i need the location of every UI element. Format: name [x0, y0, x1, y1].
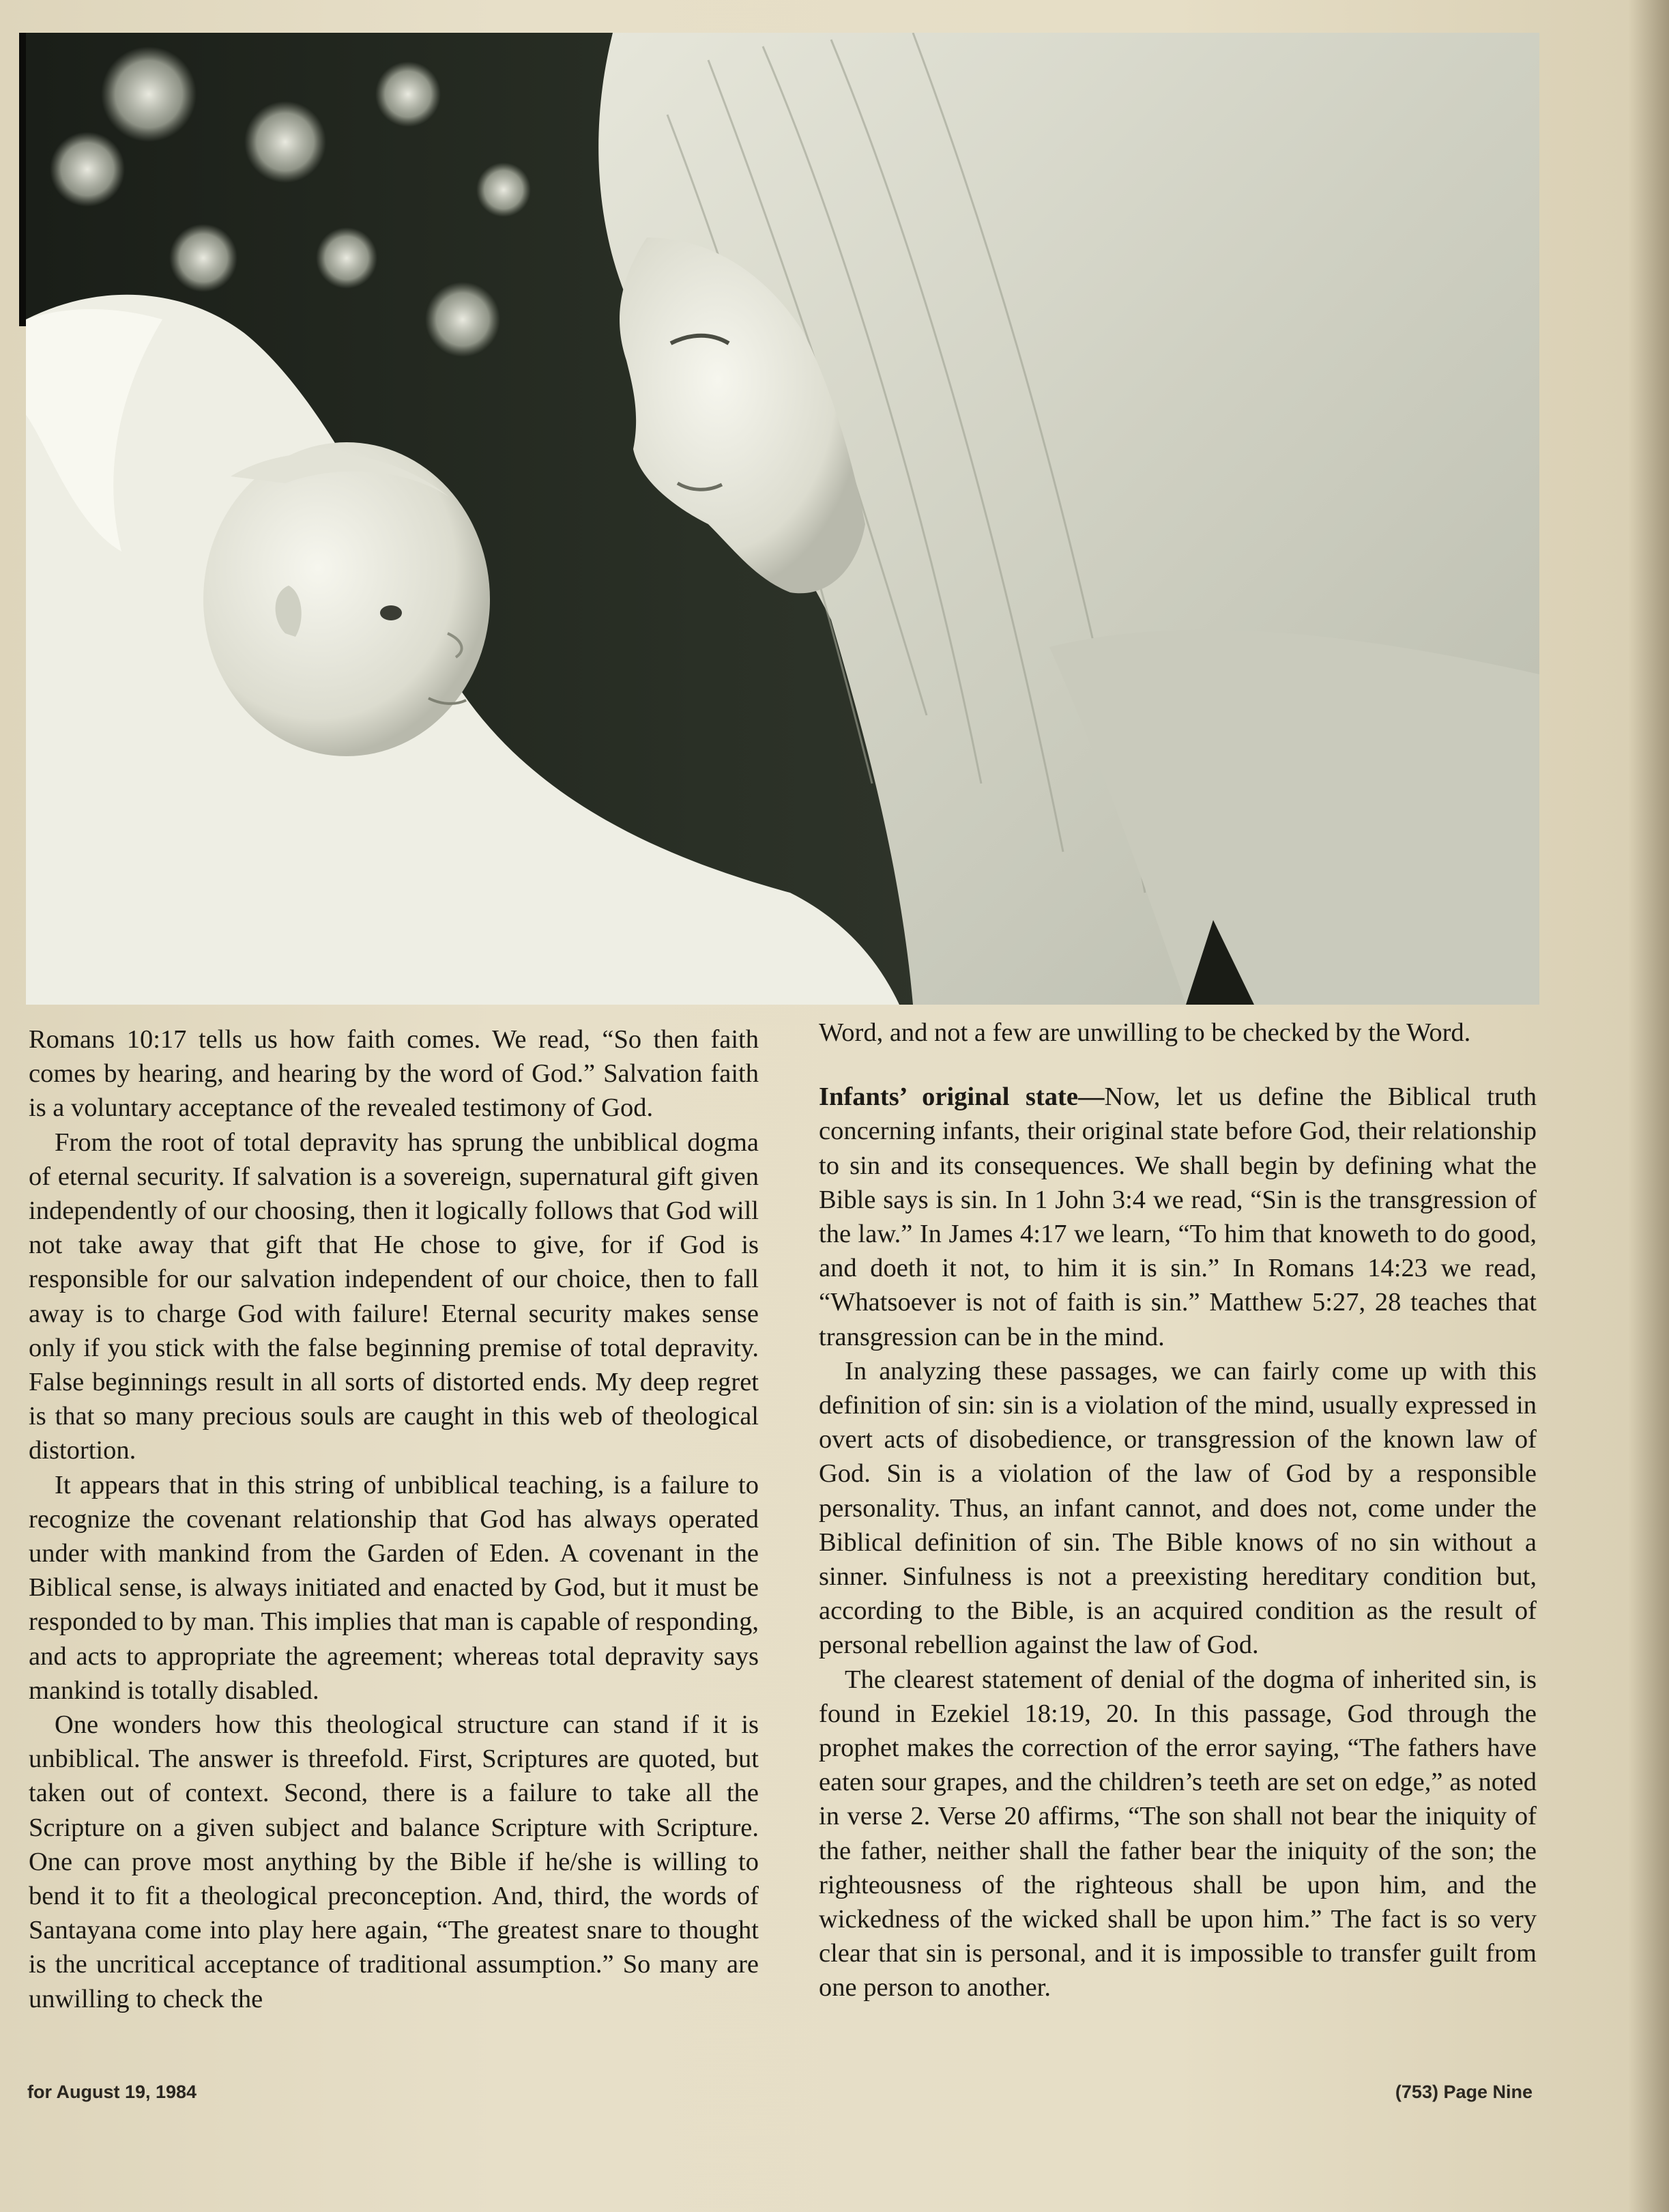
left-paragraph-3: It appears that in this string of unbiblical teaching, is a failure to recognize the covenant relationship that God has always operated under with mankind from the Garden of Eden. A covenant in the Biblical sense, is always initiated and enacted by God, but it must be responded to by man. This implies that man is capable of responding, and acts to appropriate the agreement; whereas total depravity says mankind is totally disabled.: [29, 1470, 759, 1705]
left-column: [29, 1022, 759, 2016]
left-paragraph-2: From the root of total depravity has sprung the unbiblical dogma of eternal security. If salvation is a sovereign, supernatural gift given independently of our choosing, then it logically follows that God will not take away that gift that He chose to give, for if God is responsible for our salvation independent of our choice, then to fall away is to charge God with failure! Eternal security makes sense only if you stick with the false beginning premise of total depravity. False beginnings result in all sorts of distorted ends. My deep regret is that so many precious souls are caught in this web of theological distortion.: [29, 1127, 759, 1465]
mother-and-infant-photo-icon: [26, 33, 1539, 1005]
left-paragraph-4: One wonders how this theological structure can stand if it is unbiblical. The answer is threefold. First, Scriptures are quoted, but taken out of context. Second, there is a failure to take all the Scripture on a given subject and balance Scripture with Scripture. One can prove most anything by the Bible if he/she is willing to bend it to fit a theological preconception. And, third, the words of Santayana come into play here again, “The greatest snare to thought is the uncritical acceptance of traditional assumption.” So many are unwilling to check the: [29, 1710, 759, 2013]
right-column: [819, 1016, 1537, 2005]
right-paragraph-2: [819, 1080, 1537, 1354]
footer-date: for August 19, 1984: [27, 2082, 197, 2102]
right-paragraph-2-text: Now, let us define the Biblical truth concerning infants, their original state before God, their relationship to sin and its consequences. We shall begin by defining what the Bible says is sin. In 1 John 3:4 we read, “Sin is the transgression of the law.” In James 4:17 we learn, “To him that knoweth to do good, and doeth it not, to him it is sin.” In Romans 14:23 we read, “Whatsoever is not of faith is sin.” Matthew 5:27, 28 teaches that transgression can be in the mind.: [819, 1082, 1537, 1351]
right-paragraph-3: In analyzing these passages, we can fairly come up with this definition of sin: sin is a violation of the mind, usually expressed in overt acts of disobedience, or transgression of the known law of God. Sin is a violation of the law of God by a responsible personality. Thus, an infant cannot, and does not, come under the Biblical definition of sin. The Bible knows of no sin without a sinner. Sinfulness is not a preexisting hereditary condition but, according to the Bible, is an acquired condition as the result of personal rebellion against the law of God.: [819, 1356, 1537, 1660]
right-paragraph-1: Word, and not a few are unwilling to be checked by the Word.: [819, 1018, 1471, 1047]
page-edge-shadow: [1628, 0, 1669, 2212]
right-paragraph-4: The clearest statement of denial of the dogma of inherited sin, is found in Ezekiel 18:19, 20. In this passage, God through the prophet makes the correction of the error saying, “The fathers have eaten sour grapes, and the children’s teeth are set on edge,” as noted in verse 2. Verse 20 affirms, “The son shall not bear the iniquity of the father, neither shall the father bear the iniquity of the son; the righteousness of the righteous shall be upon him, and the wickedness of the wicked shall be upon him.” The fact is so very clear that sin is personal, and it is impossible to transfer guilt from one person to another.: [819, 1665, 1537, 2002]
section-subhead: Infants’ original state—: [819, 1082, 1105, 1112]
mother-and-infant-photo: [26, 33, 1539, 1005]
footer-page-number: (753) Page Nine: [1395, 2082, 1533, 2102]
left-paragraph-1: Romans 10:17 tells us how faith comes. We read, “So then faith comes by hearing, and hearing by the word of God.” Salvation faith is a voluntary acceptance of the revealed testimony of God.: [29, 1025, 759, 1123]
